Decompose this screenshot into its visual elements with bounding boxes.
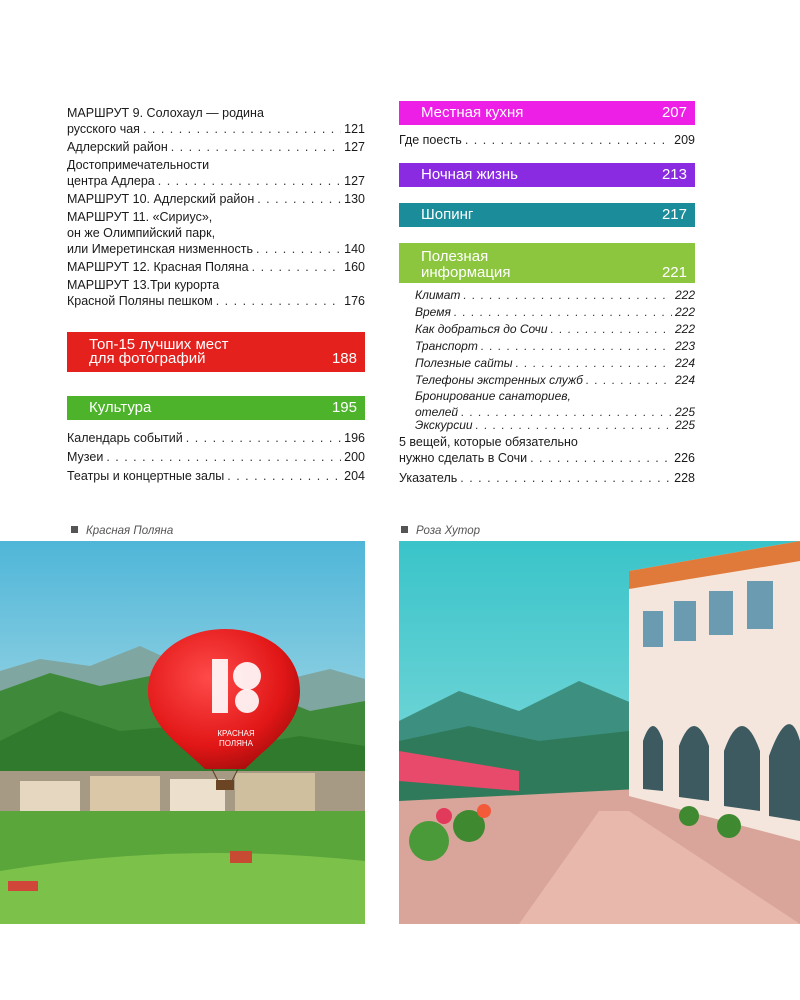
toc-entry-title: Транспорт: [415, 339, 478, 353]
toc-entry[interactable]: [399, 132, 695, 148]
toc-page-number: 226: [674, 451, 695, 465]
toc-entry-title: русского чая: [67, 122, 140, 136]
toc-entry[interactable]: [415, 388, 695, 420]
toc-entry-title: Где поесть: [399, 133, 462, 147]
toc-entry[interactable]: [415, 355, 695, 371]
photo-krasnaya-polyana: [0, 541, 365, 924]
section-bar-top15[interactable]: [67, 332, 365, 372]
toc-page-number: 224: [674, 373, 695, 387]
toc-page-number: 127: [344, 140, 365, 154]
section-bar-shopping[interactable]: [399, 203, 695, 227]
section-title: Культура: [89, 399, 152, 416]
toc-entry[interactable]: [415, 338, 695, 354]
section-title: Местная кухня: [421, 104, 524, 121]
toc-entry-title: или Имеретинская низменность: [67, 242, 253, 256]
toc-entry[interactable]: [67, 468, 365, 484]
balloon-logo-text: КРАСНАЯ: [217, 729, 255, 738]
photo-caption-right: Роза Хутор: [401, 525, 480, 537]
toc-entry-title: Указатель: [399, 471, 458, 485]
toc-entry-title: Климат: [415, 288, 461, 302]
toc-entry-line: 5 вещей, которые обязательно: [399, 435, 578, 449]
section-title: Шопинг: [421, 206, 474, 223]
toc-page-number: 127: [344, 174, 365, 188]
toc-entry[interactable]: [67, 209, 365, 257]
section-title: информация: [421, 264, 511, 281]
toc-entry[interactable]: [67, 191, 365, 207]
bullet-square-icon: [401, 526, 408, 533]
toc-page-number: 228: [674, 471, 695, 485]
balloon-landscape-illustration: [0, 541, 365, 924]
toc-entry[interactable]: [67, 430, 365, 446]
toc-entry-title: отелей: [415, 405, 459, 419]
toc-page-number: 222: [674, 322, 695, 336]
toc-entry-title: МАРШРУТ 12. Красная Поляна: [67, 260, 249, 274]
toc-page-number: 176: [344, 294, 365, 308]
toc-entry-line: МАРШРУТ 13.Три курорта: [67, 278, 220, 292]
toc-entry-title: Экскурсии: [415, 418, 473, 432]
toc-entry-title: Календарь событий: [67, 431, 183, 445]
toc-page-number: 222: [674, 288, 695, 302]
toc-entry-title: Театры и концертные залы: [67, 469, 225, 483]
toc-page-number: 222: [674, 305, 695, 319]
toc-entry[interactable]: [67, 449, 365, 465]
toc-entry-line: он же Олимпийский парк,: [67, 226, 216, 240]
section-bar-useful-info[interactable]: [399, 243, 695, 283]
toc-entry-line: Бронирование санаториев,: [415, 389, 571, 403]
toc-entry-title: Музеи: [67, 450, 104, 464]
section-page: 221: [661, 264, 687, 281]
toc-entry-title: Время: [415, 305, 451, 319]
toc-page-number: 204: [344, 469, 365, 483]
toc-page-number: 225: [674, 418, 695, 432]
section-title: Полезная: [421, 248, 489, 265]
section-bar-culture[interactable]: [67, 396, 365, 420]
toc-entry-line: Достопримечательности: [67, 158, 210, 172]
toc-entry-title: МАРШРУТ 10. Адлерский район: [67, 192, 255, 206]
toc-entry[interactable]: [67, 157, 365, 189]
toc-entry[interactable]: [67, 139, 365, 155]
toc-entry-title: Адлерский район: [67, 140, 168, 154]
toc-page-number: 225: [674, 405, 695, 419]
toc-entry-line: МАРШРУТ 9. Солохаул — родина: [67, 106, 264, 120]
toc-entry-title: Как добраться до Сочи: [415, 322, 548, 336]
toc-entry[interactable]: [415, 304, 695, 320]
toc-entry-title: нужно сделать в Сочи: [399, 451, 528, 465]
toc-entry-title: Телефоны экстренных служб: [415, 373, 583, 387]
toc-page-number: 223: [674, 339, 695, 353]
toc-page-number: 130: [344, 192, 365, 206]
toc-entry-title: Красной Поляны пешком: [67, 294, 213, 308]
section-title: Ночная жизнь: [421, 166, 518, 183]
toc-entry[interactable]: [399, 434, 695, 466]
toc-page-number: 160: [344, 260, 365, 274]
toc-entry[interactable]: [67, 259, 365, 275]
toc-page-number: 224: [674, 356, 695, 370]
toc-entry[interactable]: [67, 277, 365, 309]
section-page: 217: [661, 206, 687, 223]
toc-entry-title: Полезные сайты: [415, 356, 513, 370]
section-bar-nightlife[interactable]: [399, 163, 695, 187]
promenade-illustration: [399, 541, 800, 924]
toc-page-number: 196: [344, 431, 365, 445]
section-page: 195: [331, 399, 357, 416]
toc-entry[interactable]: [415, 287, 695, 303]
photo-rosa-khutor: [399, 541, 800, 924]
toc-page-number: 121: [344, 122, 365, 136]
section-page: 207: [661, 104, 687, 121]
toc-entry-line: МАРШРУТ 11. «Сириус»,: [67, 210, 213, 224]
toc-entry[interactable]: [415, 372, 695, 388]
toc-entry[interactable]: [415, 417, 695, 433]
toc-page-number: 140: [344, 242, 365, 256]
section-bar-cuisine[interactable]: [399, 101, 695, 125]
toc-page-number: 209: [674, 133, 695, 147]
toc-entry[interactable]: [67, 105, 365, 137]
section-title: Топ-15 лучших мест: [89, 336, 229, 353]
photo-caption-left: Красная Поляна: [71, 525, 173, 537]
toc-entry[interactable]: [399, 470, 695, 486]
bullet-square-icon: [71, 526, 78, 533]
balloon-logo-text: ПОЛЯНА: [218, 739, 254, 748]
toc-entry[interactable]: [415, 321, 695, 337]
section-page: 188: [331, 350, 357, 367]
section-title: для фотографий: [89, 350, 206, 367]
toc-entry-title: центра Адлера: [67, 174, 155, 188]
section-page: 213: [661, 166, 687, 183]
toc-page-number: 200: [344, 450, 365, 464]
